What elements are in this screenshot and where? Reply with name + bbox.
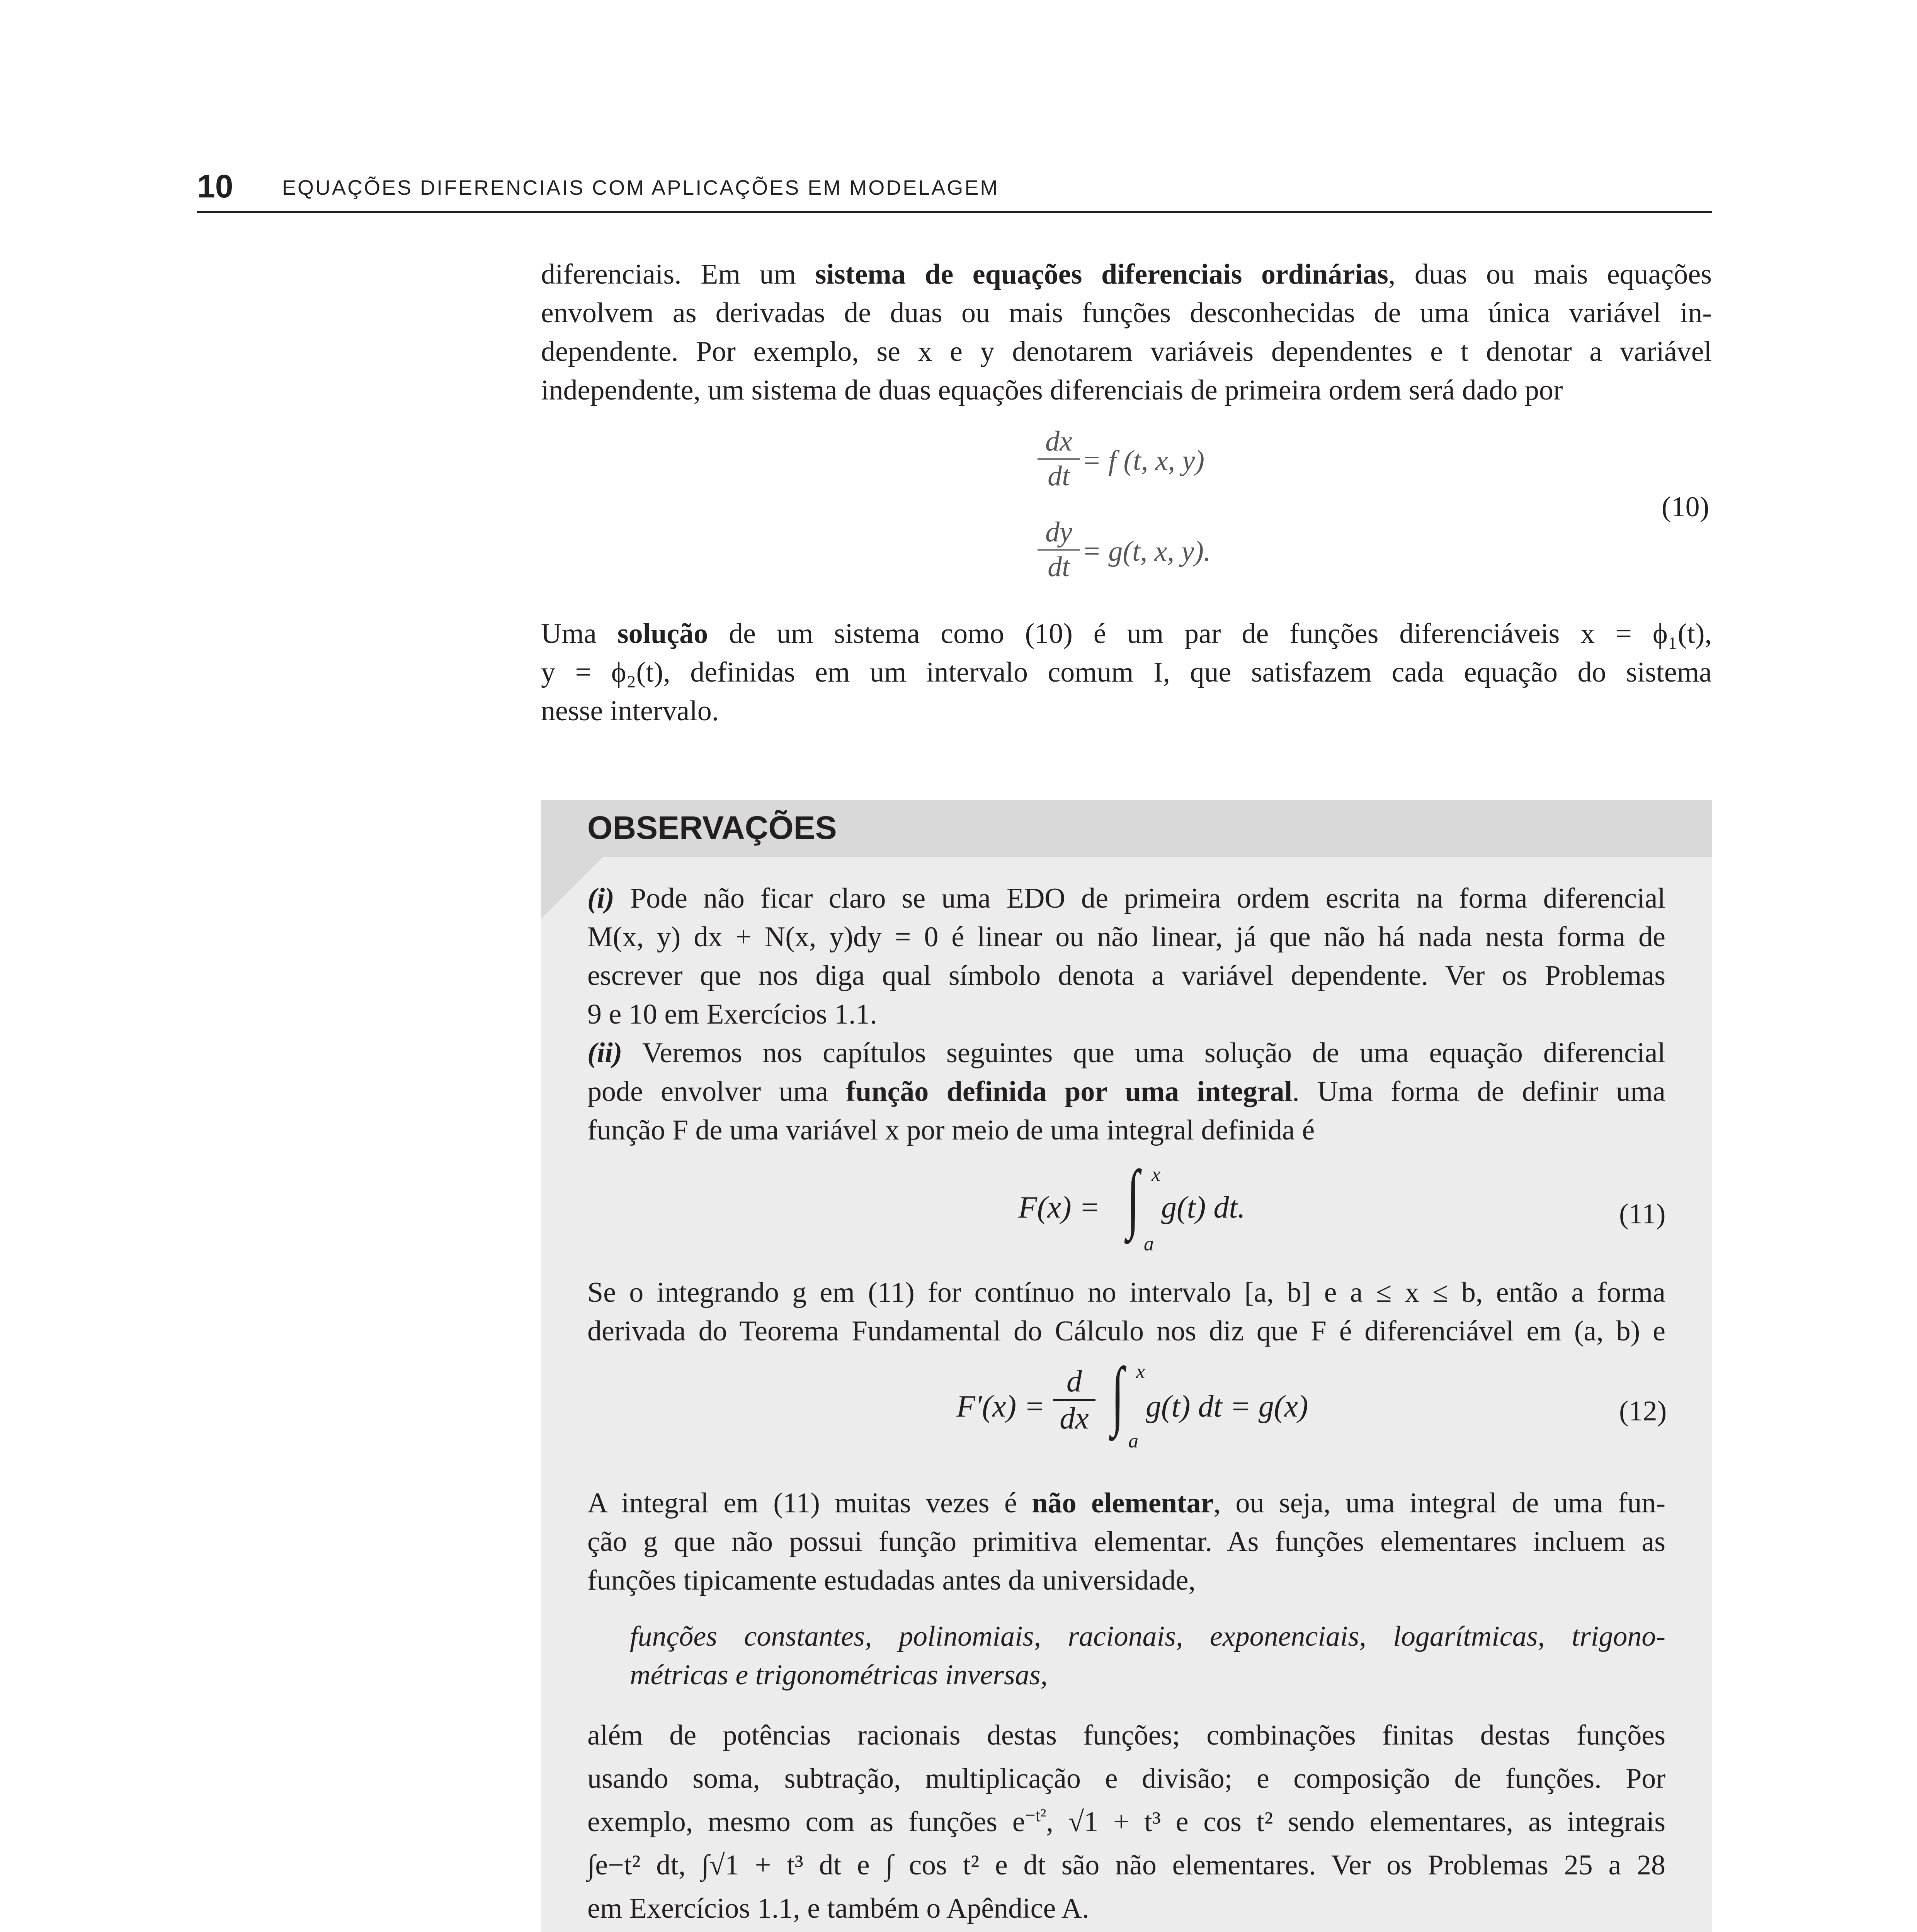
paragraph-examples: [587, 1714, 1665, 1930]
remark-i-line-1: (i) Pode não ficar claro se uma EDO de primeira ordem escrita na forma diferencial: [587, 883, 1665, 914]
remark-i-line-4: 9 e 10 em Exercícios 1.1.: [587, 998, 878, 1030]
solution-line-1: Uma solução de um sistema como (10) é um par de funções diferenciáveis x = ϕ₁(t),: [541, 618, 1712, 650]
elementary-functions-line-1: funções constantes, polinomiais, racionais, exponenciais, logarítmicas, trigono-: [630, 1621, 1665, 1652]
paragraph-non-elementary-line-3: funções tipicamente estudadas antes da universidade,: [587, 1565, 1196, 1596]
integral-sign-icon: ∫: [1111, 1352, 1124, 1437]
observations-box: [541, 800, 1712, 1932]
paragraph-examples-line-4: ∫e−t² dt, ∫√1 + t³ dt e ∫ cos t² e dt são não elementares. Ver os Problemas 25 a 28: [587, 1849, 1665, 1881]
paragraph-ftc: [587, 1273, 1665, 1350]
paragraph-examples-line-2: usando soma, subtração, multiplicação e divisão; e composição de funções. Por: [587, 1763, 1665, 1794]
integral-sign-icon: ∫: [1126, 1155, 1140, 1240]
remark-ii-line-2: pode envolver uma função definida por uma integral. Uma forma de definir uma: [587, 1076, 1665, 1107]
paragraph-non-elementary-line-1: A integral em (11) muitas vezes é não elementar, ou seja, uma integral de uma fun-: [587, 1487, 1665, 1519]
paragraph-non-elementary: [587, 1484, 1665, 1600]
remark-i-line-2: M(x, y) dx + N(x, y)dy = 0 é linear ou não linear, já que não há nada nesta forma de: [587, 921, 1665, 953]
paragraph-examples-line-3: exemplo, mesmo com as funções $e^{-t^2}$, √1 + t³ e cos t² sendo elementares, as integrais: [587, 1805, 1666, 1838]
eq11-lhs: F(x) =: [1018, 1190, 1100, 1225]
intro-line-1: diferenciais. Em um sistema de equações diferenciais ordinárias, duas ou mais equações: [541, 259, 1712, 290]
remark-ii-line-3: função F de uma variável x por meio de uma integral definida é: [587, 1114, 1315, 1146]
intro-paragraph: [541, 255, 1712, 410]
elementary-functions-list: [630, 1617, 1665, 1694]
paragraph-non-elementary-line-2: ção g que não possui função primitiva elementar. As funções elementares incluem as: [587, 1526, 1665, 1558]
solution-line-3: nesse intervalo.: [541, 695, 719, 727]
remark-ii: [587, 1034, 1665, 1150]
paragraph-examples-line-5: em Exercícios 1.1, e também o Apêndice A.: [587, 1893, 1089, 1924]
eq11-lower-limit: a: [1144, 1233, 1154, 1255]
eq12-rhs: g(t) dt = g(x): [1146, 1389, 1308, 1423]
paragraph-ftc-line-2: derivada do Teorema Fundamental do Cálculo nos diz que F é diferenciável em (a, b) e: [587, 1315, 1665, 1347]
paragraph-ftc-line-1: Se o integrando g em (11) for contínuo no intervalo [a, b] e a ≤ x ≤ b, então a forma: [587, 1277, 1665, 1308]
equation-number-10: (10): [1662, 491, 1709, 523]
fraction-dx-dt: $\frac{dx}{dt}$: [1038, 425, 1080, 493]
eq12-upper-limit: x: [1136, 1361, 1145, 1383]
observations-title: OBSERVAÇÕES: [587, 810, 837, 846]
eq11-rhs: g(t) dt.: [1161, 1190, 1245, 1225]
fraction-d-dx: $\frac{d}{dx}$: [1053, 1364, 1095, 1436]
equation-number-12: (12): [1619, 1395, 1667, 1427]
equation-number-11: (11): [1619, 1198, 1666, 1230]
remark-ii-line-1: (ii) Veremos nos capítulos seguintes que uma solução de uma equação diferencial: [587, 1037, 1665, 1069]
elementary-functions-line-2: métricas e trigonométricas inversas,: [630, 1659, 1048, 1691]
solution-line-2: y = ϕ₂(t), definidas em um intervalo comum I, que satisfazem cada equação do sistema: [541, 656, 1712, 688]
intro-line-3: dependente. Por exemplo, se x e y denotarem variáveis dependentes e t denotar a variável: [541, 336, 1712, 367]
eq12-lhs: F′(x) =: [956, 1389, 1045, 1423]
eq11-upper-limit: x: [1152, 1163, 1161, 1185]
eq12-lower-limit: a: [1128, 1430, 1138, 1452]
eq10-rhs-2: = g(t, x, y).: [1082, 536, 1211, 567]
intro-line-2: envolvem as derivadas de duas ou mais funções desconhecidas de uma única variável in-: [541, 297, 1712, 329]
solution-paragraph: [541, 614, 1712, 730]
eq10-rhs-1: = f (t, x, y): [1082, 445, 1205, 476]
fraction-dy-dt: $\frac{dy}{dt}$: [1038, 516, 1080, 583]
running-title: EQUAÇÕES DIFERENCIAIS COM APLICAÇÕES EM MODELAGEM: [282, 176, 999, 199]
remark-i: [587, 879, 1665, 1034]
page-number: 10: [197, 168, 233, 204]
intro-line-4: independente, um sistema de duas equações diferenciais de primeira ordem será dado por: [541, 374, 1563, 406]
running-header: [197, 167, 1712, 213]
remark-i-line-3: escrever que nos diga qual símbolo denota a variável dependente. Ver os Problemas: [587, 960, 1665, 992]
paragraph-examples-line-1: além de potências racionais destas funções; combinações finitas destas funções: [587, 1719, 1665, 1751]
